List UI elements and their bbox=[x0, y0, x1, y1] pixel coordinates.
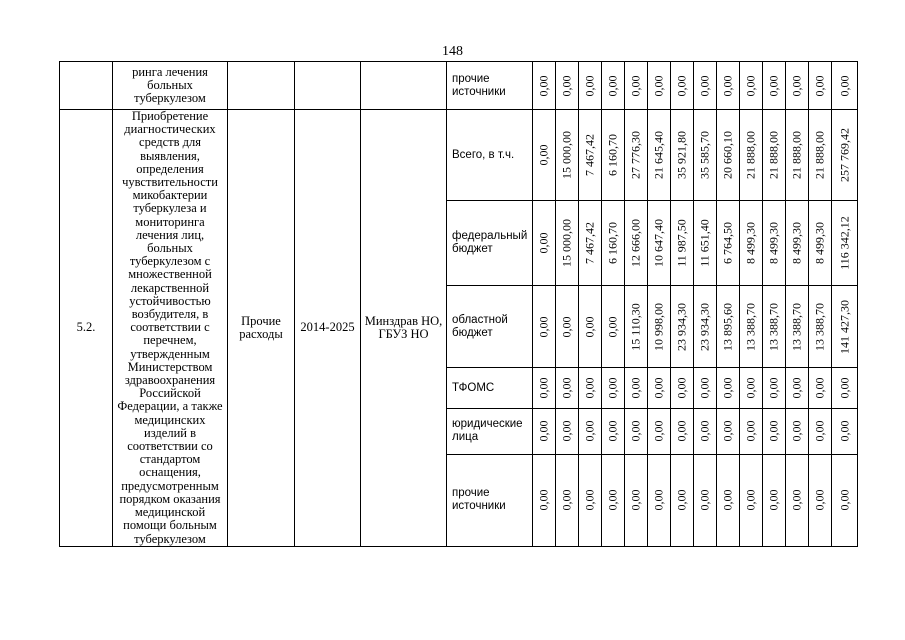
value-cell bbox=[648, 110, 671, 201]
value-text: 23 934,30 bbox=[674, 302, 689, 351]
value-text: 0,00 bbox=[812, 420, 827, 442]
value-text: 0,00 bbox=[559, 489, 574, 511]
value-cell bbox=[671, 286, 694, 368]
value-text: 0,00 bbox=[651, 420, 666, 442]
value-text: 0,00 bbox=[651, 75, 666, 96]
number-cell bbox=[60, 62, 113, 110]
value-cell bbox=[809, 201, 832, 286]
value-text: 116 342,12 bbox=[837, 216, 851, 270]
source-cell: областной бюджет bbox=[447, 286, 533, 368]
value-text: 0,00 bbox=[628, 75, 643, 96]
value-cell bbox=[786, 201, 809, 286]
value-cell bbox=[740, 409, 763, 454]
value-text: 8 499,30 bbox=[766, 222, 781, 265]
value-text: 0,00 bbox=[720, 75, 735, 96]
value-text: 0,00 bbox=[674, 420, 689, 442]
value-cell bbox=[648, 454, 671, 546]
expense-type: Прочие расходы bbox=[228, 110, 295, 547]
value-cell bbox=[786, 110, 809, 201]
value-text: 12 666,00 bbox=[628, 219, 643, 268]
value-text: 0,00 bbox=[628, 489, 643, 511]
value-cell bbox=[579, 368, 602, 409]
value-cell bbox=[694, 409, 717, 454]
source-cell: федеральный бюджет bbox=[447, 201, 533, 286]
value-cell bbox=[602, 110, 625, 201]
value-cell bbox=[809, 62, 832, 110]
value-cell bbox=[556, 368, 579, 409]
value-cell bbox=[717, 368, 740, 409]
description-cell: ринга лечения больных туберкулезом bbox=[113, 62, 228, 110]
value-text: 0,00 bbox=[582, 489, 597, 511]
value-text: 0,00 bbox=[605, 489, 620, 511]
value-cell bbox=[533, 201, 556, 286]
item-number: 5.2. bbox=[60, 110, 113, 547]
value-text: 0,00 bbox=[743, 420, 758, 442]
value-cell bbox=[786, 454, 809, 546]
executor-cell bbox=[361, 62, 447, 110]
value-cell bbox=[809, 368, 832, 409]
value-cell bbox=[671, 62, 694, 110]
value-cell bbox=[717, 201, 740, 286]
value-text: 0,00 bbox=[766, 377, 781, 399]
value-cell bbox=[648, 368, 671, 409]
value-text: 0,00 bbox=[766, 420, 781, 442]
value-cell bbox=[763, 62, 786, 110]
value-cell bbox=[625, 286, 648, 368]
period: 2014-2025 bbox=[295, 110, 361, 547]
value-text: 21 888,00 bbox=[766, 131, 781, 180]
value-cell bbox=[763, 201, 786, 286]
value-text: 10 647,40 bbox=[651, 219, 666, 268]
value-text: 20 660,10 bbox=[720, 131, 735, 180]
value-text: 11 651,40 bbox=[697, 219, 712, 267]
value-text: 0,00 bbox=[559, 420, 574, 442]
value-text: 0,00 bbox=[651, 377, 666, 399]
value-cell bbox=[832, 409, 858, 454]
value-cell bbox=[533, 409, 556, 454]
value-text: 0,00 bbox=[536, 144, 551, 166]
value-cell bbox=[694, 368, 717, 409]
value-cell bbox=[533, 286, 556, 368]
value-cell bbox=[602, 286, 625, 368]
value-cell bbox=[763, 110, 786, 201]
value-cell bbox=[602, 409, 625, 454]
value-cell bbox=[648, 62, 671, 110]
value-cell bbox=[694, 62, 717, 110]
value-cell bbox=[533, 454, 556, 546]
value-cell bbox=[625, 409, 648, 454]
value-text: 0,00 bbox=[582, 75, 597, 96]
value-text: 0,00 bbox=[605, 420, 620, 442]
value-text: 15 000,00 bbox=[559, 131, 574, 180]
value-text: 141 427,30 bbox=[837, 299, 851, 354]
value-cell bbox=[625, 110, 648, 201]
value-text: 0,00 bbox=[559, 377, 574, 399]
value-cell bbox=[717, 110, 740, 201]
value-cell bbox=[671, 368, 694, 409]
value-text: 0,00 bbox=[837, 377, 851, 399]
value-text: 8 499,30 bbox=[743, 222, 758, 265]
value-cell bbox=[556, 201, 579, 286]
value-text: 0,00 bbox=[536, 232, 551, 254]
source-cell: Всего, в т.ч. bbox=[447, 110, 533, 201]
value-cell bbox=[832, 368, 858, 409]
value-text: 0,00 bbox=[582, 377, 597, 399]
value-cell bbox=[809, 110, 832, 201]
value-cell bbox=[763, 368, 786, 409]
table-row bbox=[60, 110, 858, 201]
value-cell bbox=[694, 454, 717, 546]
value-text: 0,00 bbox=[628, 420, 643, 442]
source-cell: ТФОМС bbox=[447, 368, 533, 409]
value-cell bbox=[556, 286, 579, 368]
value-cell bbox=[671, 454, 694, 546]
value-cell bbox=[717, 454, 740, 546]
value-text: 13 388,70 bbox=[743, 302, 758, 351]
value-cell bbox=[717, 62, 740, 110]
value-text: 0,00 bbox=[789, 377, 804, 399]
value-text: 21 888,00 bbox=[812, 131, 827, 180]
value-text: 0,00 bbox=[837, 420, 851, 442]
value-text: 0,00 bbox=[674, 75, 689, 96]
value-text: 0,00 bbox=[628, 377, 643, 399]
value-text: 7 467,42 bbox=[582, 134, 597, 177]
value-cell bbox=[740, 454, 763, 546]
value-cell bbox=[625, 368, 648, 409]
value-cell bbox=[740, 62, 763, 110]
value-cell bbox=[740, 110, 763, 201]
value-text: 257 769,42 bbox=[837, 128, 851, 183]
value-text: 7 467,42 bbox=[582, 222, 597, 265]
value-text: 8 499,30 bbox=[812, 222, 827, 265]
value-cell bbox=[602, 201, 625, 286]
value-cell bbox=[579, 62, 602, 110]
value-text: 0,00 bbox=[743, 75, 758, 96]
value-cell bbox=[648, 201, 671, 286]
value-cell bbox=[832, 454, 858, 546]
value-cell bbox=[809, 454, 832, 546]
value-text: 13 388,70 bbox=[789, 302, 804, 351]
value-cell bbox=[809, 286, 832, 368]
value-text: 11 987,50 bbox=[674, 219, 689, 267]
value-text: 0,00 bbox=[766, 75, 781, 96]
value-text: 23 934,30 bbox=[697, 302, 712, 351]
value-cell bbox=[556, 409, 579, 454]
table-row bbox=[60, 62, 858, 110]
value-cell bbox=[625, 201, 648, 286]
value-text: 15 110,30 bbox=[628, 303, 643, 351]
value-cell bbox=[602, 368, 625, 409]
value-text: 0,00 bbox=[766, 489, 781, 511]
value-cell bbox=[832, 110, 858, 201]
value-text: 0,00 bbox=[789, 75, 804, 96]
value-text: 0,00 bbox=[697, 75, 712, 96]
value-text: 0,00 bbox=[582, 316, 597, 338]
value-text: 0,00 bbox=[743, 489, 758, 511]
value-cell bbox=[671, 409, 694, 454]
value-text: 0,00 bbox=[720, 377, 735, 399]
value-text: 0,00 bbox=[651, 489, 666, 511]
value-text: 0,00 bbox=[605, 316, 620, 338]
value-cell bbox=[740, 286, 763, 368]
value-cell bbox=[648, 286, 671, 368]
value-cell bbox=[533, 110, 556, 201]
value-cell bbox=[648, 409, 671, 454]
source-cell: прочие источники bbox=[447, 62, 533, 110]
period-cell bbox=[295, 62, 361, 110]
value-text: 0,00 bbox=[837, 489, 851, 511]
value-text: 35 921,80 bbox=[674, 131, 689, 180]
source-cell: прочие источники bbox=[447, 454, 533, 546]
value-cell bbox=[694, 110, 717, 201]
value-cell bbox=[717, 409, 740, 454]
value-cell bbox=[579, 454, 602, 546]
value-text: 0,00 bbox=[605, 75, 620, 96]
value-cell bbox=[694, 201, 717, 286]
program-table bbox=[59, 61, 858, 547]
value-text: 6 764,50 bbox=[720, 222, 735, 265]
value-cell bbox=[602, 454, 625, 546]
value-text: 6 160,70 bbox=[605, 134, 620, 177]
value-text: 8 499,30 bbox=[789, 222, 804, 265]
expense-type-cell bbox=[228, 62, 295, 110]
value-cell bbox=[786, 62, 809, 110]
value-cell bbox=[533, 368, 556, 409]
value-cell bbox=[602, 62, 625, 110]
value-cell bbox=[556, 454, 579, 546]
value-text: 0,00 bbox=[536, 75, 551, 96]
value-cell bbox=[625, 62, 648, 110]
value-cell bbox=[671, 201, 694, 286]
value-text: 0,00 bbox=[536, 489, 551, 511]
value-text: 0,00 bbox=[789, 420, 804, 442]
value-cell bbox=[579, 409, 602, 454]
value-cell bbox=[717, 286, 740, 368]
value-cell bbox=[556, 62, 579, 110]
value-cell bbox=[579, 286, 602, 368]
value-text: 10 998,00 bbox=[651, 302, 666, 351]
value-cell bbox=[694, 286, 717, 368]
value-text: 21 888,00 bbox=[743, 131, 758, 180]
value-text: 6 160,70 bbox=[605, 222, 620, 265]
value-cell bbox=[556, 110, 579, 201]
value-cell bbox=[579, 110, 602, 201]
value-cell bbox=[763, 409, 786, 454]
value-cell bbox=[740, 201, 763, 286]
value-text: 0,00 bbox=[837, 75, 851, 96]
value-text: 21 888,00 bbox=[789, 131, 804, 180]
value-text: 0,00 bbox=[674, 377, 689, 399]
value-text: 0,00 bbox=[697, 420, 712, 442]
value-cell bbox=[786, 286, 809, 368]
value-text: 0,00 bbox=[789, 489, 804, 511]
value-text: 0,00 bbox=[720, 489, 735, 511]
value-text: 0,00 bbox=[582, 420, 597, 442]
value-text: 0,00 bbox=[559, 75, 574, 96]
value-cell bbox=[832, 286, 858, 368]
value-cell bbox=[786, 409, 809, 454]
value-text: 0,00 bbox=[536, 377, 551, 399]
value-text: 0,00 bbox=[720, 420, 735, 442]
value-cell bbox=[809, 409, 832, 454]
value-text: 0,00 bbox=[812, 75, 827, 96]
value-cell bbox=[832, 62, 858, 110]
value-text: 0,00 bbox=[697, 377, 712, 399]
value-cell bbox=[533, 62, 556, 110]
value-cell bbox=[832, 201, 858, 286]
value-text: 27 776,30 bbox=[628, 131, 643, 180]
value-text: 0,00 bbox=[812, 489, 827, 511]
value-text: 13 895,60 bbox=[720, 302, 735, 351]
value-cell bbox=[763, 454, 786, 546]
page-number: 148 bbox=[442, 44, 463, 59]
value-text: 15 000,00 bbox=[559, 219, 574, 268]
value-text: 0,00 bbox=[743, 377, 758, 399]
value-text: 0,00 bbox=[674, 489, 689, 511]
value-text: 21 645,40 bbox=[651, 131, 666, 180]
value-text: 0,00 bbox=[812, 377, 827, 399]
value-cell bbox=[579, 201, 602, 286]
source-cell: юридические лица bbox=[447, 409, 533, 454]
item-description: Приобретение диагностических средств для выявления, определения чувствительности микобактерии туберкулеза и мониторинга лечения лиц, больных туберкулезом с множественной лекарственной устойчивостью возбудителя, в соответствии с перечнем, утвержденным Министерством здравоохранения Российской Федерации, а также медицинских изделий в соответствии со стандартом оснащения, предусмотренным порядком оказания медицинской помощи больным туберкулезом bbox=[113, 110, 228, 547]
executor: Минздрав НО, ГБУЗ НО bbox=[361, 110, 447, 547]
value-text: 0,00 bbox=[697, 489, 712, 511]
value-cell bbox=[625, 454, 648, 546]
value-text: 0,00 bbox=[559, 316, 574, 338]
value-text: 0,00 bbox=[536, 316, 551, 338]
value-text: 0,00 bbox=[536, 420, 551, 442]
value-cell bbox=[763, 286, 786, 368]
value-text: 13 388,70 bbox=[812, 302, 827, 351]
value-cell bbox=[671, 110, 694, 201]
value-text: 35 585,70 bbox=[697, 131, 712, 180]
value-text: 13 388,70 bbox=[766, 302, 781, 351]
value-text: 0,00 bbox=[605, 377, 620, 399]
value-cell bbox=[786, 368, 809, 409]
value-cell bbox=[740, 368, 763, 409]
